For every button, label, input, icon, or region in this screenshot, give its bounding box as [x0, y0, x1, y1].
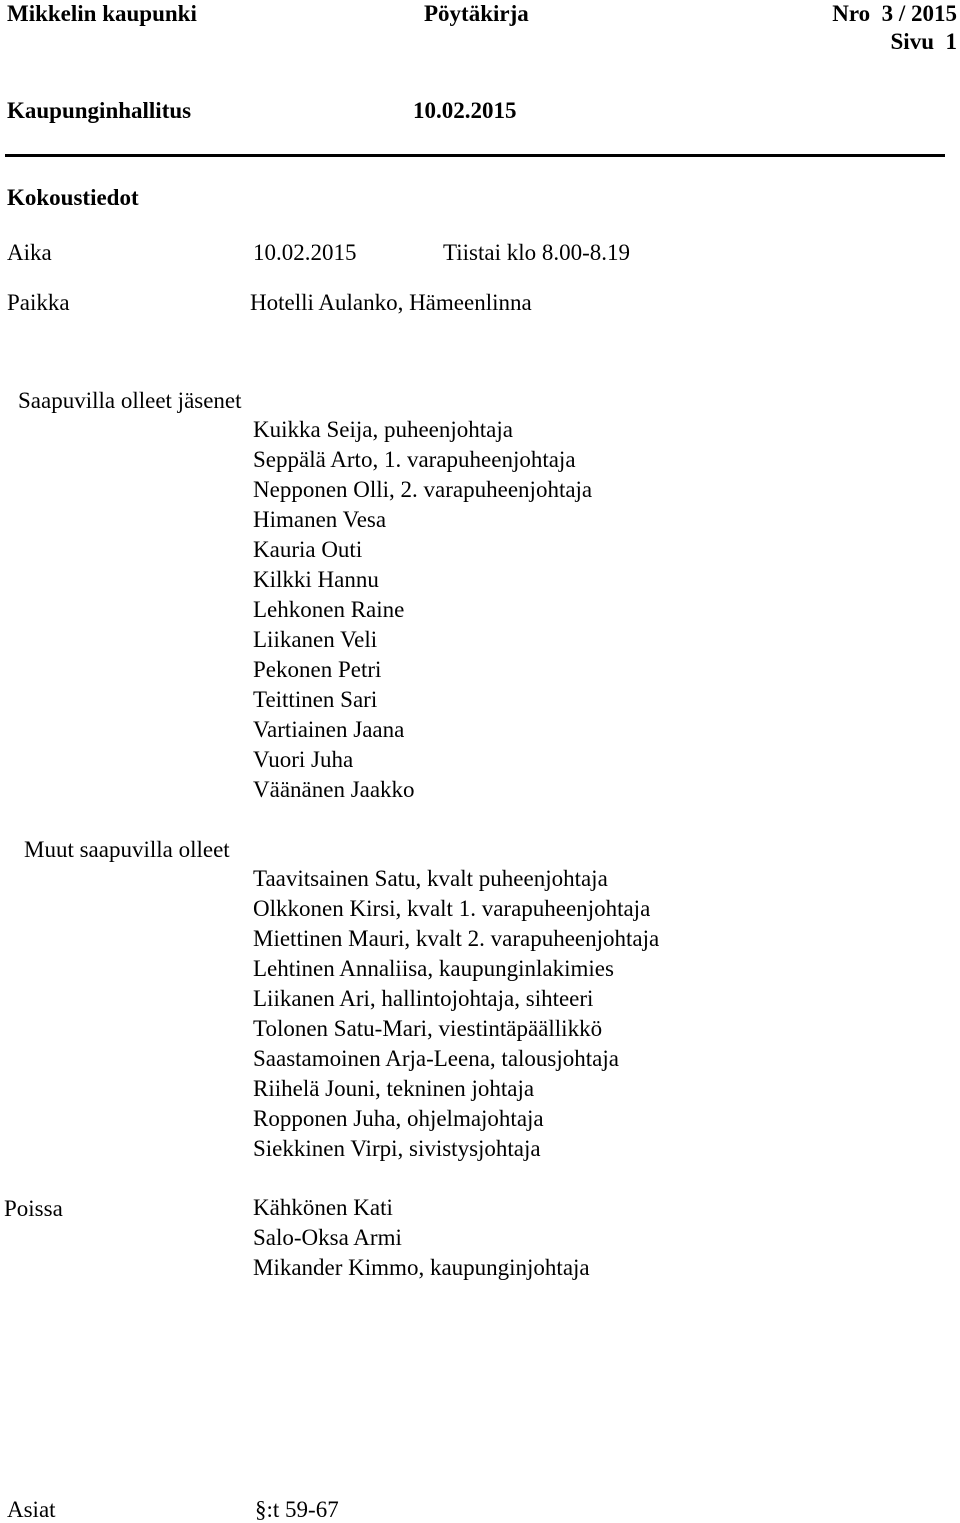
list-item: Nepponen Olli, 2. varapuheenjohtaja: [253, 477, 593, 502]
list-item: Salo-Oksa Armi: [253, 1225, 402, 1250]
list-item: Vuori Juha: [253, 747, 354, 772]
meeting-date: 10.02.2015: [413, 98, 517, 123]
matters-label: Asiat: [7, 1497, 56, 1522]
list-item: Liikanen Veli: [253, 627, 378, 652]
section-title: Kokoustiedot: [7, 185, 139, 210]
list-item: Ropponen Juha, ohjelmajohtaja: [253, 1106, 544, 1131]
other-present-list: [253, 864, 659, 1164]
list-item: Kähkönen Kati: [253, 1195, 393, 1220]
list-item: Lehtinen Annaliisa, kaupunginlakimies: [253, 956, 614, 981]
present-members-list: [253, 415, 592, 805]
list-item: Väänänen Jaakko: [253, 777, 415, 802]
place-value: Hotelli Aulanko, Hämeenlinna: [250, 290, 532, 315]
list-item: Lehkonen Raine: [253, 597, 405, 622]
place-label: Paikka: [7, 290, 70, 315]
present-members-label: Saapuvilla olleet jäsenet: [18, 388, 242, 413]
list-item: Kauria Outi: [253, 537, 363, 562]
absent-label: Poissa: [4, 1196, 63, 1221]
list-item: Taavitsainen Satu, kvalt puheenjohtaja: [253, 866, 608, 891]
list-item: Miettinen Mauri, kvalt 2. varapuheenjohtaja: [253, 926, 660, 951]
list-item: Vartiainen Jaana: [253, 717, 405, 742]
list-item: Liikanen Ari, hallintojohtaja, sihteeri: [253, 986, 594, 1011]
list-item: Kilkki Hannu: [253, 567, 379, 592]
list-item: Teittinen Sari: [253, 687, 378, 712]
time-value: Tiistai klo 8.00-8.19: [443, 240, 631, 265]
header-divider: [5, 154, 945, 157]
time-date: 10.02.2015: [253, 240, 357, 265]
list-item: Kuikka Seija, puheenjohtaja: [253, 417, 513, 442]
list-item: Saastamoinen Arja-Leena, talousjohtaja: [253, 1046, 619, 1071]
list-item: Himanen Vesa: [253, 507, 387, 532]
page-number: Sivu 1: [890, 29, 957, 54]
list-item: Tolonen Satu-Mari, viestintäpäällikkö: [253, 1016, 603, 1041]
list-item: Riihelä Jouni, tekninen johtaja: [253, 1076, 535, 1101]
absent-list: [253, 1193, 590, 1283]
matters-value: §:t 59-67: [255, 1497, 339, 1522]
list-item: Siekkinen Virpi, sivistysjohtaja: [253, 1136, 541, 1161]
meeting-body: Kaupunginhallitus: [7, 98, 192, 123]
document-number: Nro 3 / 2015: [832, 1, 957, 26]
list-item: Seppälä Arto, 1. varapuheenjohtaja: [253, 447, 576, 472]
other-present-label: Muut saapuvilla olleet: [24, 837, 230, 862]
document-type: Pöytäkirja: [424, 1, 529, 26]
list-item: Mikander Kimmo, kaupunginjohtaja: [253, 1255, 590, 1280]
organization-name: Mikkelin kaupunki: [7, 1, 197, 26]
list-item: Pekonen Petri: [253, 657, 382, 682]
time-label: Aika: [7, 240, 52, 265]
list-item: Olkkonen Kirsi, kvalt 1. varapuheenjohtaja: [253, 896, 651, 921]
